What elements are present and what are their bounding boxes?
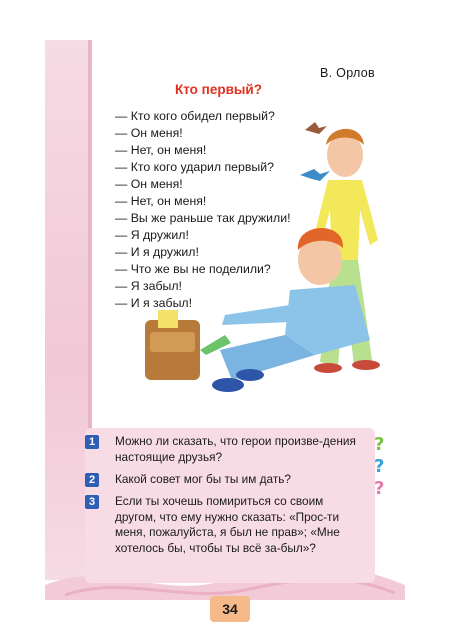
poem-line: — И я дружил!: [115, 245, 199, 259]
question-marks-icon: [370, 430, 400, 500]
poem-line: — Он меня!: [115, 177, 183, 191]
poem-line: — Кто кого ударил первый?: [115, 160, 274, 174]
question-text: Если ты хочешь помириться со своим другом, что ему нужно сказать: «Прос-ти меня, пожалуйста, я был не прав»; «Мне хотелось бы, чтобы ты всё за-был»?: [115, 494, 340, 555]
poem-line: — Что же вы не поделили?: [115, 262, 271, 276]
author-name: В. Орлов: [320, 66, 375, 80]
poem-line: — Кто кого обидел первый?: [115, 109, 275, 123]
question-text: Какой совет мог бы ты им дать?: [115, 472, 291, 486]
poem-line: — Нет, он меня!: [115, 194, 207, 208]
svg-text:?: ?: [374, 456, 385, 477]
backpack: [145, 310, 231, 380]
question-number-badge: 1: [85, 435, 99, 449]
poem-text: [115, 108, 315, 312]
question-item: [88, 472, 360, 488]
questions-block: [85, 428, 375, 583]
poem-line: — Я дружил!: [115, 228, 189, 242]
question-number-badge: 2: [85, 473, 99, 487]
page-number: 34: [210, 596, 250, 622]
poem-line: — И я забыл!: [115, 296, 192, 310]
question-text: Можно ли сказать, что герои произве-дения настоящие друзья?: [115, 434, 356, 464]
poem-line: — Я забыл!: [115, 279, 182, 293]
question-item: [88, 434, 360, 465]
question-item: [88, 494, 360, 556]
poem-line: — Вы же раньше так дружили!: [115, 211, 291, 225]
poem-title: Кто первый?: [175, 82, 262, 97]
question-number-badge: 3: [85, 495, 99, 509]
svg-text:?: ?: [374, 434, 385, 455]
poem-line: — Нет, он меня!: [115, 143, 207, 157]
svg-text:?: ?: [374, 478, 385, 499]
poem-line: — Он меня!: [115, 126, 183, 140]
